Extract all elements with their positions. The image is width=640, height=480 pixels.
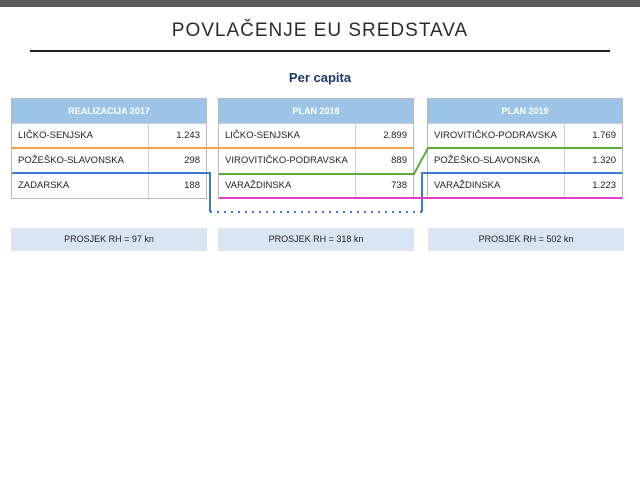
average-box-2019: PROSJEK RH = 502 kn <box>428 228 624 251</box>
county-name: POŽEŠKO-SLAVONSKA <box>18 155 124 166</box>
panel-header: PLAN 2019 <box>428 99 622 123</box>
table-row <box>428 173 622 198</box>
county-name: VIROVITIČKO-PODRAVSKA <box>225 155 348 166</box>
panel-realizacija-2017 <box>11 98 207 199</box>
county-value: 1.243 <box>176 130 200 141</box>
panel-header: REALIZACIJA 2017 <box>12 99 206 123</box>
county-value: 1.320 <box>592 155 616 166</box>
county-name: POŽEŠKO-SLAVONSKA <box>434 155 540 166</box>
table-row <box>12 173 206 198</box>
table-row <box>428 148 622 173</box>
panel-header: PLAN 2018 <box>219 99 413 123</box>
average-box-2018: PROSJEK RH = 318 kn <box>218 228 414 251</box>
top-bar <box>0 0 640 7</box>
county-value: 298 <box>184 155 200 166</box>
county-value: 1.769 <box>592 130 616 141</box>
table-row <box>12 148 206 173</box>
county-value: 2.899 <box>383 130 407 141</box>
page-title: POVLAČENJE EU SREDSTAVA <box>171 20 469 41</box>
page-subtitle: Per capita <box>288 70 352 85</box>
panel-plan-2018 <box>218 98 414 199</box>
county-name: VIROVITIČKO-PODRAVSKA <box>434 130 557 141</box>
county-value: 1.223 <box>592 180 616 191</box>
county-name: LIČKO-SENJSKA <box>18 130 93 141</box>
table-row <box>428 123 622 148</box>
county-name: LIČKO-SENJSKA <box>225 130 300 141</box>
county-name: VARAŽDINSKA <box>225 180 292 191</box>
table-row <box>12 123 206 148</box>
county-value: 188 <box>184 180 200 191</box>
county-name: VARAŽDINSKA <box>434 180 501 191</box>
title-underline <box>30 50 610 52</box>
county-name: ZADARSKA <box>18 180 70 191</box>
table-row <box>219 123 413 148</box>
county-value: 738 <box>391 180 407 191</box>
panel-plan-2019 <box>427 98 623 199</box>
table-row <box>219 148 413 173</box>
table-row <box>219 173 413 198</box>
county-value: 889 <box>391 155 407 166</box>
average-box-2017: PROSJEK RH = 97 kn <box>11 228 207 251</box>
